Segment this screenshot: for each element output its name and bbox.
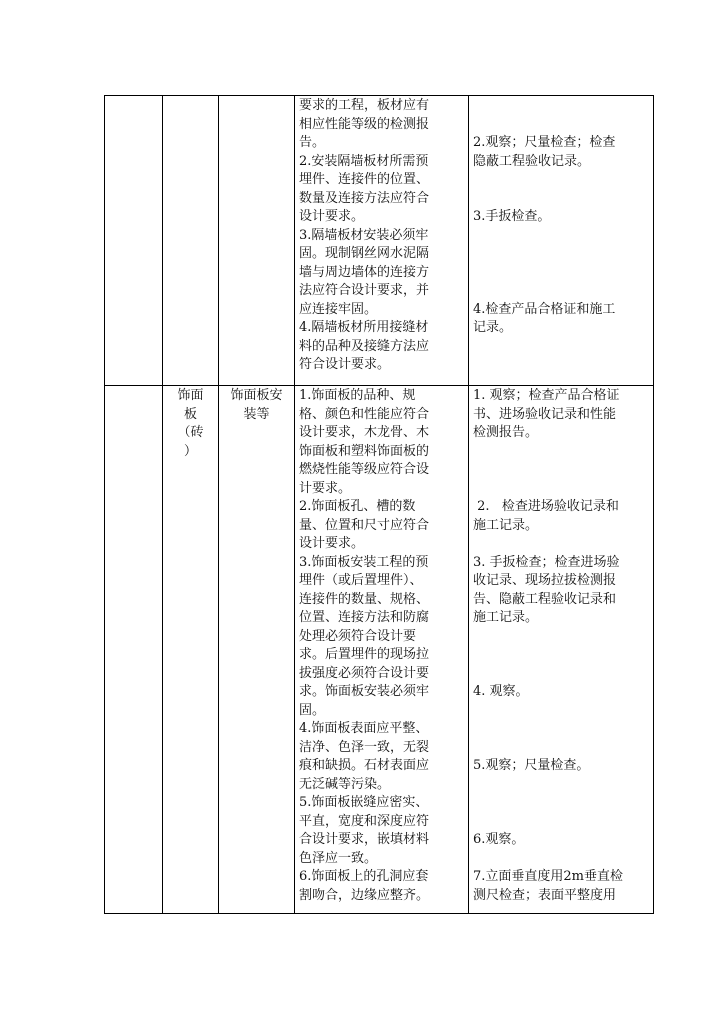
text-line: 墙与周边墙体的连接方	[299, 264, 430, 280]
text-line: 施工记录。	[473, 610, 539, 625]
text-line: 量、位置和尺寸应符合	[299, 517, 430, 533]
text-line: 饰面板和塑料饰面板的	[299, 443, 430, 459]
text-line: 埋件、连接件的位置、	[299, 172, 430, 187]
text-line: 求。饰面板安装必须牢	[299, 684, 430, 699]
text-line: 2.安装隔墙板材所需预	[299, 153, 429, 169]
cell-empty-3	[219, 96, 295, 386]
text-line: 燃烧性能等级应符合设	[299, 462, 430, 477]
text-line: 书、进场验收记录和性能	[473, 406, 617, 422]
text-line: 3.隔墙板材安装必须牢	[299, 227, 429, 243]
item-lines	[219, 386, 294, 424]
text-line: 施工记录。	[473, 517, 539, 533]
text-line	[473, 776, 649, 795]
text-line	[473, 739, 649, 758]
text-line: 连接件的数量、规格、	[299, 591, 430, 607]
text-line: 2. 检查进场验收记录和	[473, 499, 619, 514]
text-line: 1. 观察；检查产品合格证	[473, 388, 620, 403]
text-line: 告、隐蔽工程验收记录和	[473, 591, 617, 607]
text-line: 法应符合设计要求，并	[299, 283, 430, 298]
text-line: 测尺检查；表面平整度用	[473, 887, 617, 903]
text-line: 设计要求，木龙骨、木	[299, 425, 430, 440]
text-line: 4.隔墙板材所用接缝材	[299, 320, 429, 335]
text-line	[473, 720, 649, 739]
text-line: 求。后置埋件的现场拉	[299, 647, 430, 662]
text-line	[473, 535, 649, 554]
text-line	[473, 264, 649, 283]
cell-empty-1	[105, 96, 163, 386]
text-line: 饰面	[177, 388, 204, 403]
text-line	[473, 850, 649, 869]
methods-lines	[469, 386, 653, 905]
requirements-lines	[295, 386, 468, 905]
text-line: ）	[183, 443, 197, 459]
requirements-lines	[295, 96, 468, 375]
text-line: 要求的工程，板材应有	[299, 98, 430, 113]
text-line	[473, 282, 649, 301]
text-line: 痕和缺损。石材表面应	[299, 758, 430, 773]
text-line: 3.手扳检查。	[473, 209, 551, 224]
text-line	[473, 190, 649, 209]
text-line	[473, 461, 649, 480]
text-line: 计要求。	[299, 480, 352, 496]
text-line	[473, 628, 649, 647]
requirements-cell	[295, 386, 469, 914]
cell-empty-4	[105, 386, 163, 914]
category-cell	[163, 386, 219, 914]
text-line: 板	[183, 406, 197, 422]
text-line: 3.饰面板安装工程的预	[299, 554, 429, 570]
text-line: 处理必须符合设计要	[299, 628, 417, 644]
cell-empty-2	[163, 96, 219, 386]
text-line: 料的品种及接缝方法应	[299, 338, 430, 354]
text-line	[473, 794, 649, 813]
inspection-table	[104, 95, 654, 914]
text-line: 设计要求。	[299, 209, 365, 224]
text-line: 4.检查产品合格证和施工	[473, 301, 616, 317]
text-line	[473, 646, 649, 665]
table-row	[105, 386, 654, 914]
text-line: 位置、连接方法和防腐	[299, 610, 430, 625]
text-line: 数量及连接方法应符合	[299, 190, 430, 206]
text-line: 6.观察。	[473, 832, 525, 847]
text-line: 隐蔽工程验收记录。	[473, 153, 591, 169]
category-lines	[163, 386, 218, 461]
text-line: 检测报告。	[473, 425, 539, 440]
text-line: 5.饰面板嵌缝应密实、	[299, 795, 429, 810]
text-line: 格、颜色和性能应符合	[299, 406, 430, 422]
text-line: 设计要求。	[299, 536, 365, 551]
text-line	[473, 97, 649, 116]
methods-cell	[469, 96, 654, 386]
requirements-cell	[295, 96, 469, 386]
text-line: 1.饰面板的品种、规	[299, 388, 416, 403]
text-line: 应连接牢固。	[299, 301, 378, 317]
text-line: 装等	[243, 406, 270, 422]
text-line: 割吻合，边缘应整齐。	[299, 887, 430, 903]
text-line: 无泛碱等污染。	[299, 776, 391, 792]
text-line	[473, 480, 649, 499]
text-line	[473, 171, 649, 190]
text-line: 相应性能等级的检测报	[299, 116, 430, 132]
text-line: 2.饰面板孔、槽的数	[299, 499, 416, 514]
text-line: 平直，宽度和深度应符	[299, 813, 430, 829]
text-line: 4.饰面板表面应平整、	[299, 721, 429, 736]
text-line: 6.饰面板上的孔洞应套	[299, 869, 429, 884]
text-line: 固。现制钢丝网水泥隔	[299, 246, 430, 261]
text-line: 2.观察；尺量检查；检查	[473, 135, 616, 150]
methods-cell	[469, 386, 654, 914]
text-line: （砖	[177, 425, 204, 440]
item-cell	[219, 386, 295, 914]
text-line	[473, 702, 649, 721]
text-line	[473, 116, 649, 135]
text-line: 色泽应一致。	[299, 850, 378, 866]
text-line: 符合设计要求。	[299, 357, 391, 372]
text-line: 记录。	[473, 320, 513, 335]
table-row	[105, 96, 654, 386]
text-line: 7.立面垂直度用2m垂直检	[473, 869, 624, 884]
text-line: 拔强度必须符合设计要	[299, 665, 430, 681]
text-line	[473, 443, 649, 462]
text-line: 3. 手扳检查；检查进场验	[473, 554, 620, 570]
text-line: 埋件（或后置埋件）、	[299, 573, 423, 588]
text-line: 固。	[299, 702, 326, 718]
text-line: 合设计要求，嵌填材料	[299, 832, 430, 847]
text-line	[473, 245, 649, 264]
text-line: 洁净、色泽一致，无裂	[299, 739, 430, 755]
text-line	[473, 665, 649, 684]
text-line: 饰面板安	[230, 388, 283, 403]
text-line: 5.观察；尺量检查。	[473, 758, 590, 773]
text-line	[473, 813, 649, 832]
text-line: 4. 观察。	[473, 684, 529, 699]
text-line: 收记录、现场拉拔检测报	[473, 573, 617, 588]
text-line: 告。	[299, 135, 326, 150]
text-line	[473, 227, 649, 246]
methods-lines	[469, 96, 653, 338]
